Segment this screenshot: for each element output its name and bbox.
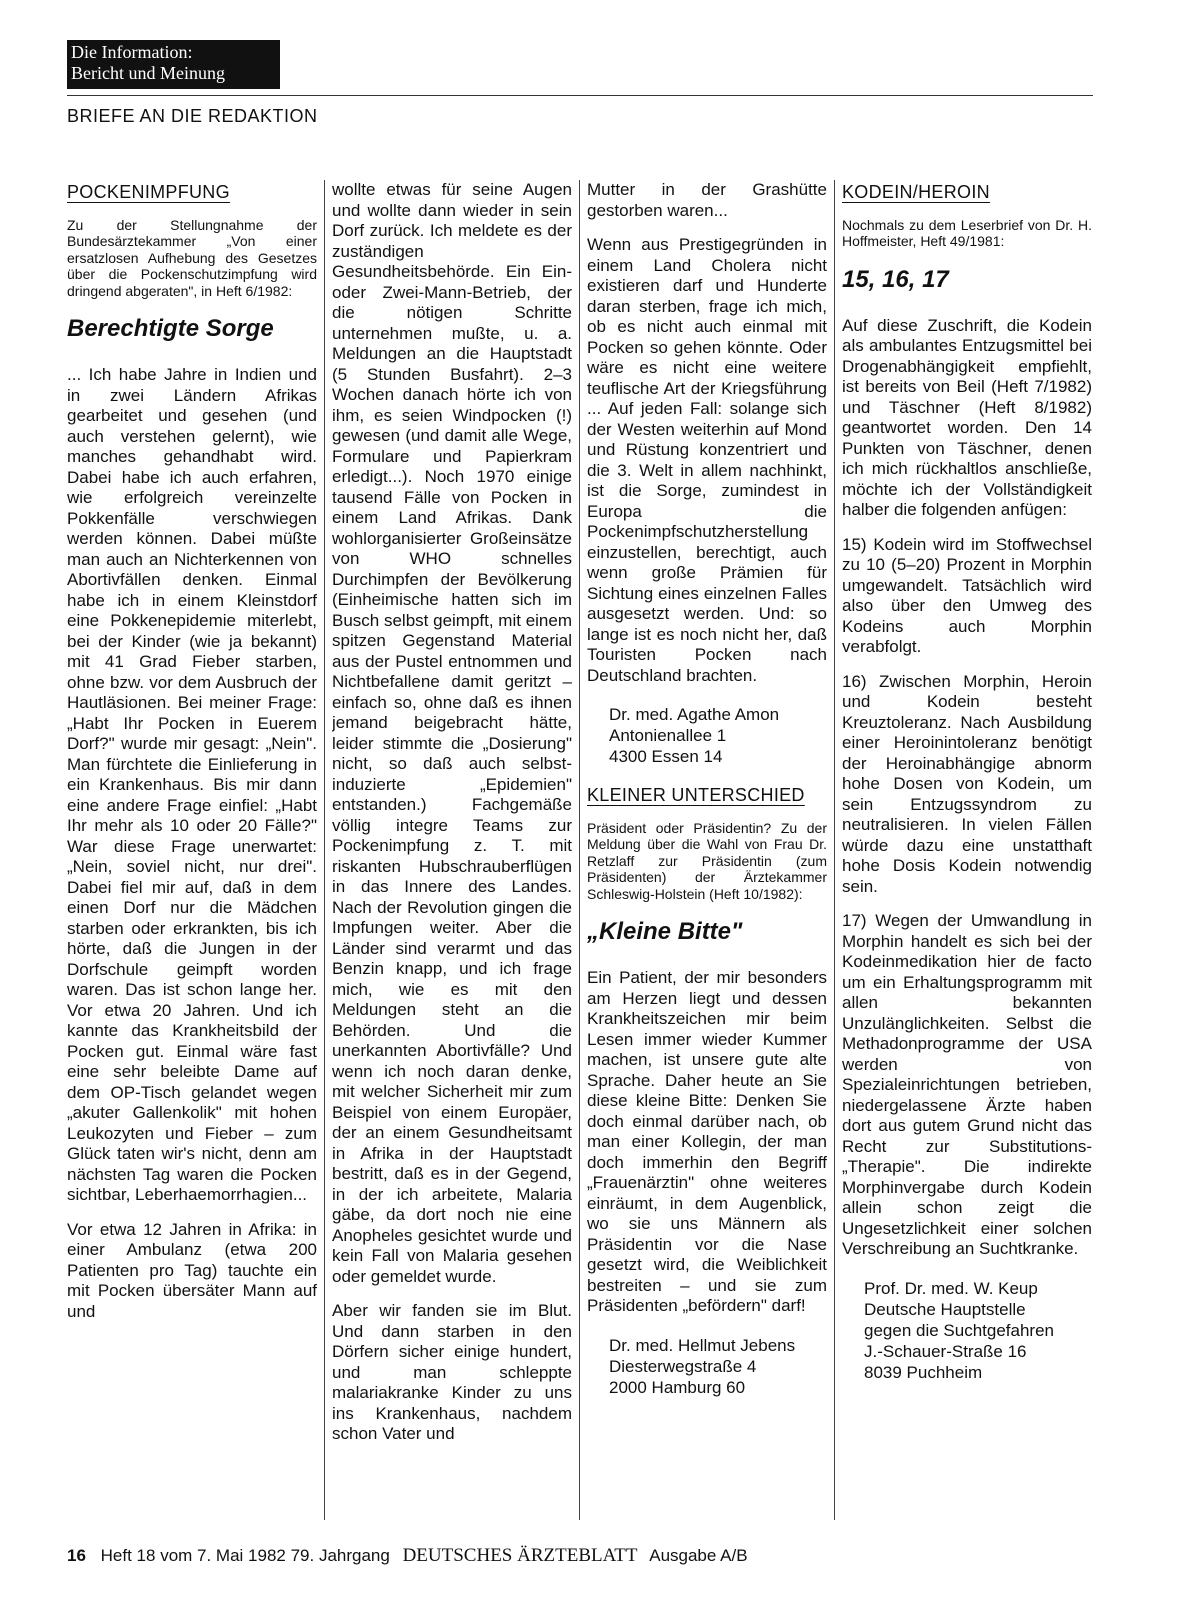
section-header-box — [67, 40, 280, 89]
letter-intro: Präsident oder Präsidentin? Zu der Meldung über die Wahl von Frau Dr. Retzlaff zur Präsidentin (zum Präsidenten) der Ärztekammer Schleswig-Holstein (Heft 10/1982): — [587, 819, 827, 902]
signature-line: Antonienallee 1 — [609, 726, 727, 745]
column-divider — [324, 180, 325, 1520]
signature-line: gegen die Suchtgefahren — [864, 1320, 1054, 1340]
page-number: 16 — [67, 1546, 86, 1565]
column-3 — [587, 180, 827, 1520]
letter-paragraph: Auf diese Zuschrift, die Kodein als ambulantes Entzugsmittel bei Drogenabhängigkeit empfiehlt, ist bereits von Beil (Heft 7/1982) und Täschner (Heft 8/1982) geantwortet worden. Den 14 Punkten von Täschner, denen ich mich rückhaltlos anschließe, möchte ich der Vollständigkeit halber die folgenden anfügen: — [842, 315, 1092, 519]
section-label: BRIEFE AN DIE REDAKTION — [67, 106, 318, 126]
signature-line: J.-Schauer-Straße 16 — [864, 1341, 1027, 1361]
letter-topic: POCKENIMPFUNG — [67, 182, 230, 202]
letter-paragraph: 17) Wegen der Umwandlung in Morphin handelt es sich bei der Kodeinmedikation hier de facto um ein Erhaltungsprogramm mit allen bekannten Unzulänglichkeiten. Selbst die Methadonprogramme der USA werden von Spezialeinrichtungen betrieben, niedergelassene Ärzte haben dort aus gutem Grund nicht das Recht zur Substitutions-„Therapie". Die indirekte Morphinvergabe durch Kodein allein schon zeigt die Ungesetzlichkeit einer solchen Verschreibung an Suchtkranke. — [842, 911, 1092, 1258]
letter-paragraph: ... Ich habe Jahre in Indien und in zwei Ländern Afrikas gearbeitet und gesehen (und auch verstehen gelernt), wie manches gehandhabt wird. Dabei habe ich auch erfahren, wie erfolgreich vereinzelte Pokkenfälle verschwiegen werden können. Dabei müßte man auch an Nichterkennen von Abortivfällen denken. Einmal habe ich in einem Kleinstdorf eine Pokkenepidemie miterlebt, bei der Kinder (wie ja bekannt) mit 41 Grad Fieber starben, ohne bzw. vor dem Ausbruch der Hautläsionen. Bei meiner Frage: „Habt Ihr Pocken in Euerem Dorf?" wurde mir gesagt: „Nein". Man fürchtete die Einlieferung in ein Krankenhaus. Bis mir dann eine andere Frage einfiel: „Habt Ihr mehr als 10 oder 20 Fälle?" War diese Frage unerwartet: „Nein, soviel nicht, nur drei". Dabei fiel mir auf, daß in dem einen Dorf nur die Mädchen starben oder erkrankten, bis ich hörte, daß die Jungen in der Dorfschule geimpft worden waren. Das ist schon lange her. Vor etwa 20 Jahren. Und ich kannte das Krankheitsbild der Pocken gut. Einmal wäre fast eine sehr beleibte Dame auf dem OP-Tisch gelandet wegen „akuter Gallenkolik" mit hohen Leukozyten und Fieber – zum Glück taten wir's nicht, denn am nächsten Tag waren die Pocken sichtbar, Leberhaemorrhagien... — [67, 365, 317, 1204]
signature-line: Prof. Dr. med. W. Keup — [864, 1278, 1038, 1298]
letter-headline: Berechtigte Sorge — [67, 315, 274, 342]
letter-paragraph: Aber wir fanden sie im Blut. Und dann starben in den Dörfern sicher einige hundert, und man schleppte malariakranke Kinder zu uns ins Krankenhaus, nachdem schon Vater und — [332, 1301, 572, 1443]
signature-line: Dr. med. Agathe Amon — [609, 705, 780, 724]
signature-line: Deutsche Hauptstelle — [864, 1299, 1026, 1319]
letter-headline: 15, 16, 17 — [842, 265, 949, 293]
letter-signature — [864, 1278, 1092, 1383]
edition-info: Ausgabe A/B — [649, 1546, 748, 1565]
column-4 — [842, 180, 1092, 1520]
letter-intro: Nochmals zu dem Leserbrief von Dr. H. Hoffmeister, Heft 49/1981: — [842, 216, 1092, 249]
letter-paragraph: Mutter in der Grashütte gestorben waren... — [587, 180, 827, 220]
column-divider — [579, 180, 580, 1520]
letter-paragraph: wollte etwas für seine Augen und wollte dann wieder in sein Dorf zurück. Ich meldete es der zuständigen Gesundheitsbehörde. Ein Ein- oder Zwei-Mann-Betrieb, der die nötigen Schritte unternehmen mußte, u. a. Meldungen an die Hauptstadt (5 Stunden Busfahrt). 2–3 Wochen danach hörte ich von ihm, es seien Windpocken (!) gewesen (und damit alle Wege, Formulare und Papierkram erledigt...). Noch 1970 einige tausend Fälle von Pocken in einem Land Afrikas. Dank wohlorganisierter Großeinsätze von WHO schnelles Durchimpfen der Bevölkerung (Einheimische hatten sich im Busch selbst geimpft, mit einem spitzen Gegenstand Material aus der Pustel entnommen und Nichtbefallene damit geritzt – einfach so, ohne daß es ihnen jemand beigebracht hätte, leider stimmte die „Dosierung" nicht, so daß auch selbst-induzierte „Epidemien" entstanden.) Fachgemäße völlig integre Teams zur Pockenimpfung z. T. mit riskanten Hubschrauberflügen in das Innere des Landes. Nach der Revolution gingen die Impfungen weiter. Aber die Länder sind verarmt und das Benzin knapp, und ich frage mich, wie es mit den Meldungen steht an die Behörden. Und die unerkannten Abortivfälle? Und wenn ich noch daran denke, mit welcher Sicherheit mir zum Beispiel von einem Europäer, der an einem Gesundheitsamt in Afrika in der Hauptstadt bestritt, daß es in der Gegend, in der ich arbeitete, Malaria gäbe, da dort noch nie eine Anopheles gesichtet wurde und kein Fall von Malaria gesehen oder gemeldet wurde. — [332, 180, 572, 1286]
letter-headline: „Kleine Bitte" — [587, 918, 743, 945]
page-footer — [67, 1545, 748, 1567]
signature-line: Diesterwegstraße 4 — [609, 1356, 757, 1376]
letter-paragraph: Ein Patient, der mir besonders am Herzen liegt und dessen Krankheitszeichen mir beim Lesen immer wieder Kummer machen, ist unsere gute alte Sprache. Daher heute an Sie diese kleine Bitte: Denken Sie doch einmal darüber nach, ob man einer Kollegin, der man doch immerhin den Begriff „Frauenärztin" ohne weiteres einräumt, in dem Augenblick, wo sie uns Männern als Präsidentin vor die Nase gesetzt wird, die Weiblichkeit bestreiten – und sie zum Präsidenten „befördern" darf! — [587, 968, 827, 1315]
letter-topic: KLEINER UNTERSCHIED — [587, 785, 805, 805]
letter-intro: Zu der Stellungnahme der Bundesärztekammer „Von einer ersatzlosen Aufhebung des Gesetzes über die Pockenschutzimpfung wird dringend abgeraten", in Heft 6/1982: — [67, 216, 317, 299]
column-2 — [332, 180, 572, 1520]
letter-signature — [609, 704, 827, 767]
letter-signature — [609, 1335, 827, 1398]
header-line-2: Bericht und Meinung — [71, 63, 225, 83]
issue-info: Heft 18 vom 7. Mai 1982 79. Jahrgang — [100, 1546, 390, 1565]
letter-paragraph: Wenn aus Prestigegründen in einem Land Cholera nicht existieren darf und Hunderte daran sterben, frage ich mich, ob es nicht auch einmal mit Pocken so gehen könnte. Oder wäre es nicht eine weitere teuflische Art der Kriegsführung ... Auf jeden Fall: solange sich der Westen weiterhin auf Mond und Rüstung konzentriert und die 3. Welt in allem nachhinkt, ist die Sorge, zumindest in Europa die Pockenimpfschutzherstellung einzustellen, berechtigt, auch wenn große Prämien für Sichtung eines einzelnen Falles ausgesetzt werden. Und: so lange ist es noch nicht her, daß Touristen Pocken nach Deutschland brachten. — [587, 235, 827, 685]
signature-line: Dr. med. Hellmut Jebens — [609, 1335, 796, 1355]
letter-topic: KODEIN/HEROIN — [842, 182, 990, 202]
column-divider — [834, 180, 835, 1520]
letter-paragraph: 16) Zwischen Morphin, Heroin und Kodein besteht Kreuztoleranz. Nach Ausbildung einer Heroinintoleranz benötigt der Heroinabhängige abnorm hohe Dosen von Kodein, um sein Entzugssyndrom zu neutralisieren. In vielen Fällen würde dazu eine unstatthaft hohe Dosis Kodein notwendig sein. — [842, 671, 1092, 896]
header-divider — [67, 95, 1093, 96]
letter-paragraph: Vor etwa 12 Jahren in Afrika: in einer Ambulanz (etwa 200 Patienten pro Tag) tauchte ein mit Pocken übersäter Mann auf und — [67, 1219, 317, 1321]
magazine-name: DEUTSCHES ÄRZTEBLATT — [402, 1545, 638, 1566]
column-1 — [67, 180, 317, 1520]
signature-line: 4300 Essen 14 — [609, 747, 723, 766]
signature-line: 8039 Puchheim — [864, 1362, 983, 1382]
signature-line: 2000 Hamburg 60 — [609, 1377, 746, 1397]
header-line-1: Die Information: — [71, 42, 193, 62]
letter-paragraph: 15) Kodein wird im Stoffwechsel zu 10 (5–20) Prozent in Morphin umgewandelt. Tatsächlich wird also über den Umweg des Kodeins auch Morphin verabfolgt. — [842, 534, 1092, 656]
